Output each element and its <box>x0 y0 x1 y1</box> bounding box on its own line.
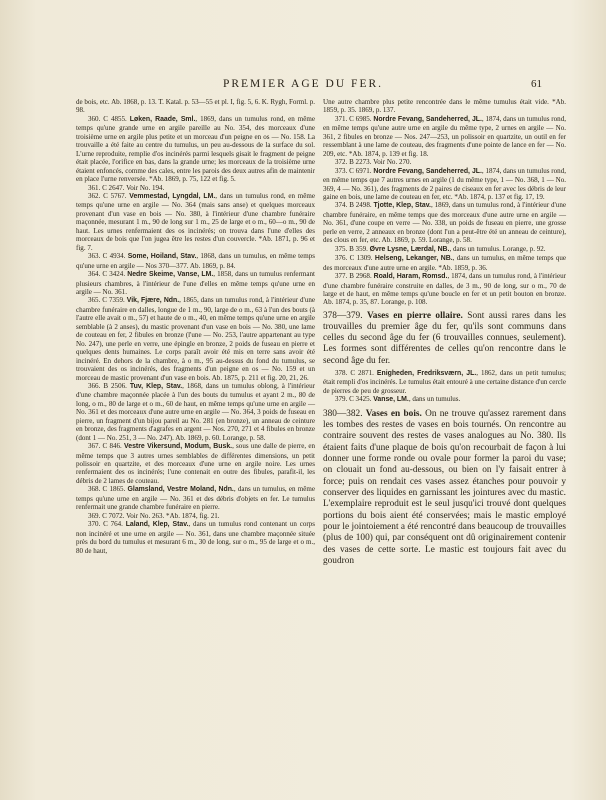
continued-paragraph <box>76 98 315 115</box>
entry-text: , dans un tumulus. <box>408 395 461 404</box>
site-name: Nordre Fevang, Sandeherred, JL. <box>373 167 482 175</box>
entry-text: , 1865, dans un tumulus rond, à l'intérieur d'une chambre funéraire en dalles, longue de 1 m., 90, large de o m., 63 à l'un des bouts (à l'autre elle avait o m., 57) et haute de o m., 40, en même temps qu'une urne en argile semblable (à 2 anses), du mastic provenant d'un vase en bois — No. 380, une lame de couteau en fer, 2 fibules en bronze (l'une — No. 253, l'autre appartenant au type No. 247), une perle en verre, une épingle en bronze, 2 poids de fuseau en pierre et quelques dents humaines. Le corps paraît avoir été mis en terre sans avoir été incinéré. En dehors de la chambre, à o m., 95 au-dessus du fond du tumulus, se trouvaient des os incinérés, des fragments d'un peigne en os — No. 159 et un morceau de mastic provenant d'un vase en bois. Ab. 1875, p. 211 et fig. 20, 21, 26. <box>76 296 315 382</box>
section-text: Sont aussi rares dans les trouvailles du premier âge du fer, qu'ils sont communs dans celles du second âge du fer (6 trouvailles connues, seulement). Les formes sont différentes de celles qu'on rencontre dans le second âge du fer. <box>323 310 567 366</box>
catalog-entry <box>323 272 566 307</box>
catalog-entry <box>76 520 315 555</box>
catalog-entry <box>76 192 315 252</box>
entry-text: , sous une dalle de pierre, en même temps que 3 autres urnes semblables de différentes dimensions, un petit polissoir en quartzite, et des morceaux d'une urne en argile noire. Les urnes renfermaient des os incinérés; l'une contenait en outre des fibules, parafit-il, les débris de 2 lames de couteau. <box>76 442 316 485</box>
entry-text: , 1874, dans un tumulus rond, à l'intérieur d'une chambre funéraire construite en dalles, de 3 m., 90 de long, sur o m., 70 de large et de haut, en même temps qu'une boucle en fer et un petit bouton en bronze. Ab. 1874, p. 35, 87. Lorange, p. 108. <box>323 272 566 307</box>
site-name: Øvre Lysne, Lærdal, NB. <box>369 245 450 253</box>
entry-number: 371. C 6985. <box>335 114 372 123</box>
section-paragraph <box>323 311 566 367</box>
section-number: 380—382. <box>323 408 363 419</box>
entry-number: 367. C 846. <box>88 442 122 451</box>
section-number: 378—379. <box>323 310 363 321</box>
catalog-entry <box>323 369 566 395</box>
entry-text: , dans un tumulus rond, en même temps qu'une urne en argile — No. 364 (mais sans anse) et quelques morceaux provenant d'un vase en bois — No. 380, à l'intérieur d'une chambre funéraire maçonnée, mesurant 1 m., 90 de long sur 1 m., 25 de large et o m., 60—o m., 90 de haut. Les urnes renfermaient des os incinérés; on trouva dans l'une d'elles des morceaux de bois que l'on jugea être les restes d'un couvercle. *Ab. 1871, p. 96 et fig. 7. <box>76 191 315 252</box>
entry-text: , 1858, dans un tumulus renfermant plusieurs chambres, à l'intérieur de l'une d'elles en même temps qu'une urne en argile — No. 361. <box>76 270 316 296</box>
entry-number: 372. B 2273. <box>335 158 372 167</box>
catalog-entry <box>323 201 566 244</box>
site-name: Tuv, Klep, Stav. <box>129 382 183 390</box>
entry-number: 361. C 2647. <box>88 183 125 192</box>
entry-number: 379. C 3425. <box>335 395 372 404</box>
catalog-entry <box>323 158 566 166</box>
section-heading: Vases en pierre ollaire. <box>366 310 463 321</box>
catalog-entry <box>76 512 315 520</box>
entry-number: 362. C 5767. <box>88 191 127 200</box>
entry-number: 378. C 2871. <box>335 368 374 377</box>
site-name: Glamsland, Vestre Moland, Ndn. <box>127 486 234 494</box>
site-name: Some, Hoiland, Stav. <box>127 253 197 261</box>
page-number: 61 <box>531 78 542 90</box>
paragraph-text: de bois, etc. Ab. 1868, p. 13. T. Katal. p. 53—55 et pl. I, fig. 5, 6. K. Rygh, Forml. p. 98. <box>76 98 315 115</box>
entry-number: 364. C 3424. <box>88 270 126 279</box>
site-name: Nedre Skeime, Vanse, LM. <box>127 271 214 279</box>
site-name: Vestre Vikersund, Modum, Busk. <box>124 443 233 451</box>
entry-text: Voir No. 194. <box>126 183 165 192</box>
continued-paragraph <box>323 98 566 115</box>
catalog-entry <box>76 485 315 511</box>
catalog-entry <box>323 245 566 254</box>
site-name: Vik, Fjære, Ndn. <box>126 297 180 305</box>
entry-text: , 1869, dans un tumulus rond, en même temps qu'une grande urne en argile pareille au No. 354, des morceaux d'une troisième urne en argile plus petite et un morceau d'un peigne en os — No. 158. La trouvaille a été faite au centre du tumulus, un peu au-dessous de la surface du sol. L'urne reproduite, remplie d'os incinérés parmi lesquels gisait le fragment de peigne était placée, l'orifice en bas, dans la grande urne; les morceaux de la troisième urne étaient enfoncés, comme des cales, entre les parois des deux autres afin de maintenir en place l'urne renversée. *Ab. 1869, p. 75, 122 et fig. 5. <box>76 114 315 184</box>
left-column <box>76 98 315 555</box>
entry-number: 369. C 7072. <box>88 511 125 520</box>
site-name: Nordre Fevang, Sandeherred, JL. <box>373 115 482 123</box>
catalog-entry <box>323 254 566 272</box>
entry-text: , 1869, dans un tumulus rond, à l'intérieur d'une chambre funéraire, en même temps que des morceaux d'une autre urne en argile — No. 361, d'une coupe en verre — No. 338, un poids de fuseau en pierre, une grosse perle en verre, 2 anneaux en bronze (dont l'un a peut-être été un anneau de ceinture), des clous en fer, etc. Ab. 1869, p. 59. Lorange, p. 58. <box>323 201 566 245</box>
page-title: PREMIER AGE DU FER. <box>222 78 384 90</box>
entry-text: , dans un tumulus. Lorange, p. 92. <box>449 244 546 253</box>
catalog-entry <box>323 115 566 158</box>
entry-text: , 1868, dans un tumulus, en même temps qu'une urne en argile — Nos 370—377. Ab. 1869, p. 84. <box>76 252 315 270</box>
site-name: Helseng, Lekanger, NB. <box>374 255 453 263</box>
paragraph-text: Une autre chambre plus petite rencontrée dans le même tumulus était vide. *Ab. 1859, p. 35. 1869, p. 137. <box>323 98 566 115</box>
catalog-entry <box>76 252 315 270</box>
entry-number: 370. C 764. <box>88 520 123 529</box>
entry-number: 375. B 359. <box>335 244 368 253</box>
catalog-entry <box>323 167 566 202</box>
entry-text: Voir No. 270. <box>373 158 412 167</box>
section-text: On ne trouve qu'assez rarement dans les tombes des restes de vases en bois tournés. On rencontre au contraire souvent des restes de vases analogues au No. 380. Ils étaient faits d'une plaque de bois qu'on recourbait de façon à lui donner une forme ronde ou ovale pour former la paroi du vase; on clouait un fond au-dessous, ou bien on l'y faisait entrer à force; puis on rendait ces vases assez étanches pour pouvoir y conserver des liquides en garnissant les jointures avec du mastic. L'exemplaire reproduit est le seul jusqu'ici trouvé dont quelques portions du bois aient été conservées; mais le mastic employé pour le jointoiement a été rencontré dans beaucoup de trouvailles (plus de 100) qui, par conséquent ont dû originairement contenir des vases de cette sorte. Le mastic est toujours fait avec du goudron <box>323 408 566 567</box>
entry-text: , dans un tumulus rond contenant un corps non incinéré et une urne en argile — No. 361, dans une chambre maçonnée située près du bord du tumulus et mesurant 6 m., 30 de long, sur o m., 95 de large et o m., 80 de haut, <box>76 520 315 555</box>
entry-text: , dans un tumulus, en même temps que des morceaux d'une autre urne en argile. *Ab. 1859, p. 36. <box>323 254 567 272</box>
catalog-entry <box>76 270 315 296</box>
entry-text: , 1868, dans un tumulus oblong, à l'intérieur d'une chambre maçonnée placée à l'un des bouts du tumulus et ayant 2 m., 80 de long, o m., 80 de large et o m., 60 de haut, en même temps qu'une urne en argile — No. 361 et des morceaux d'une autre urne en argile — No. 364, 3 poids de fuseau en pierre, un fragment d'un bijou pareil au No. 281 (en bronze), un anneau de ceinture en bronze, des fragments d'agrafes en argent — Nos. 270, 271 et 4 fibules en bronze (dont 1 — No. 251, 3 — No. 247). Ab. 1869, p. 60. Lorange, p. 58. <box>76 381 315 442</box>
entry-number: 374. B 2498. <box>335 201 372 210</box>
entry-number: 363. C 4934. <box>88 252 126 261</box>
entry-number: 366. B 2506. <box>88 381 127 390</box>
entry-text: Voir No. 263. *Ab. 1874, fig. 21. <box>126 511 220 520</box>
section-heading: Vases en bois. <box>365 408 422 419</box>
entry-text: , 1862, dans un petit tumulus; était rempli d'os incinérés. Le tumulus était entouré à une certaine distance d'un cercle de pierres de peu de grosseur. <box>323 368 566 395</box>
site-name: Enigheden, Fredriksværn, JL. <box>376 369 477 377</box>
entry-number: 373. C 6971. <box>335 166 372 175</box>
section-paragraph <box>323 409 566 568</box>
site-name: Løken, Raade, Sml. <box>129 115 196 123</box>
running-header <box>0 78 606 92</box>
catalog-entry <box>76 115 315 184</box>
entry-number: 368. C 1865. <box>88 485 126 494</box>
catalog-entry <box>76 382 315 442</box>
right-column <box>323 98 566 570</box>
entry-number: 377. B 2968. <box>335 272 372 281</box>
site-name: Vanse, LM. <box>373 396 409 404</box>
site-name: Vemmestad, Lyngdal, LM. <box>129 192 216 200</box>
entry-number: 360. C 4855. <box>88 114 127 123</box>
catalog-entry <box>76 296 315 382</box>
catalog-entry <box>323 395 566 404</box>
catalog-entry <box>76 184 315 192</box>
entry-number: 376. C 1309. <box>335 254 373 263</box>
site-name: Roald, Haram, Romsd. <box>373 273 448 281</box>
catalog-entry <box>76 442 315 485</box>
entry-text: , dans un tumulus, en même temps qu'une urne en argile — No. 361 et des débris d'objets en fer. Le tumulus renfermait une grande chambre funéraire en pierre. <box>76 485 315 512</box>
entry-number: 365. C 7359. <box>88 296 125 305</box>
entry-text: , 1874, dans un tumulus rond, en même temps qu'une autre urne en argile du même type, 2 urnes en argile — No. 361, 2 fibules en bronze — Nos. 247—253, un polissoir en quartzite, un outil en fer ressemblant à une lame de couteau, des fragments d'une pointe de lance en fer — No. 209, etc. *Ab. 1874, p. 139 et fig. 18. <box>323 114 566 158</box>
site-name: Laland, Klep, Stav. <box>125 521 189 529</box>
entry-text: , 1874, dans un tumulus rond, en même temps que 7 autres urnes en argile (1 du même type, 1 — No. 368, 1 — No. 369, 4 — No. 361), des fragments de 2 paires de ciseaux en fer avec les débris de leur gaine en bois, une lame de couteau en fer, etc. *Ab. 1874, p. 137 et fig. 17, 19. <box>323 166 566 201</box>
site-name: Tjotte, Klep, Stav. <box>373 202 431 210</box>
